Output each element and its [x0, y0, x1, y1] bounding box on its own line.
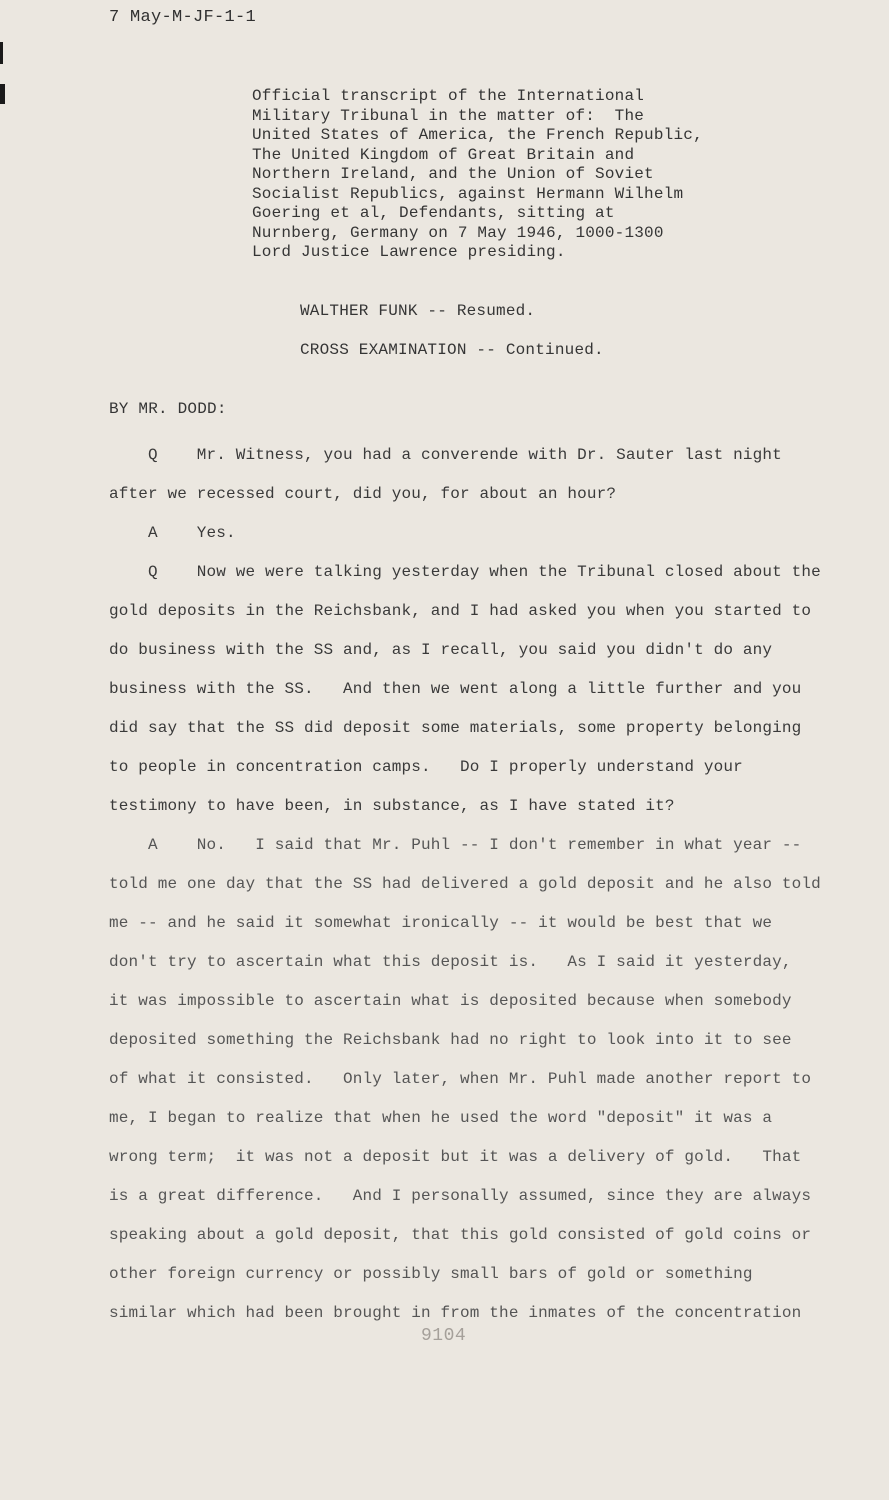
intro-line: Lord Justice Lawrence presiding. [252, 243, 566, 261]
testimony-line: did say that the SS did deposit some materials, some property belonging [109, 719, 802, 737]
testimony-line: other foreign currency or possibly small bars of gold or something [109, 1265, 753, 1283]
testimony-line: me, I began to realize that when he used the word "deposit" it was a [109, 1109, 773, 1127]
testimony-line: business with the SS. And then we went along a little further and you [109, 680, 802, 698]
testimony-line: to people in concentration camps. Do I properly understand your [109, 758, 743, 776]
page-number: 9104 [421, 1326, 467, 1346]
intro-line: United States of America, the French Republic, [252, 126, 703, 144]
testimony-line: similar which had been brought in from the inmates of the concentration [109, 1304, 802, 1322]
left-edge-mark [0, 42, 3, 64]
testimony-line: of what it consisted. Only later, when Mr. Puhl made another report to [109, 1070, 812, 1088]
intro-line: The United Kingdom of Great Britain and [252, 145, 635, 164]
examination-heading: CROSS EXAMINATION -- Continued. [300, 341, 604, 359]
testimony-line: deposited something the Reichsbank had no right to look into it to see [109, 1031, 792, 1049]
testimony-line: Q Now we were talking yesterday when the Tribunal closed about the [109, 563, 821, 581]
intro-line: Goering et al, Defendants, sitting at [252, 204, 615, 222]
witness-heading: WALTHER FUNK -- Resumed. [300, 302, 536, 320]
examiner-label: BY MR. DODD: [109, 400, 227, 418]
intro-line: Military Tribunal in the matter of: The [252, 106, 645, 125]
intro-line: Nurnberg, Germany on 7 May 1946, 1000-1300 [252, 223, 664, 242]
testimony-line: don't try to ascertain what this deposit is. As I said it yesterday, [109, 953, 792, 971]
intro-line: Socialist Republics, against Hermann Wilhelm [252, 184, 684, 203]
testimony-line: me -- and he said it somewhat ironically -- it would be best that we [109, 914, 773, 932]
transcript-intro [252, 87, 732, 263]
testimony-line: Q Mr. Witness, you had a converende with Dr. Sauter last night [109, 446, 782, 464]
testimony-line: speaking about a gold deposit, that this gold consisted of gold coins or [109, 1226, 812, 1244]
intro-line: Northern Ireland, and the Union of Soviet [252, 165, 654, 183]
testimony-line: testimony to have been, in substance, as I have stated it? [109, 797, 675, 815]
testimony-line: A Yes. [109, 524, 236, 542]
document-reference: 7 May-M-JF-1-1 [109, 8, 257, 27]
testimony-body [109, 436, 829, 1333]
testimony-line: told me one day that the SS had delivered a gold deposit and he also told [109, 875, 821, 893]
left-edge-mark [0, 84, 5, 104]
testimony-line: do business with the SS and, as I recall, you said you didn't do any [109, 641, 773, 659]
intro-line: Official transcript of the International [252, 87, 645, 105]
testimony-line: after we recessed court, did you, for about an hour? [109, 485, 617, 503]
testimony-line: it was impossible to ascertain what is deposited because when somebody [109, 992, 792, 1010]
testimony-line: wrong term; it was not a deposit but it was a delivery of gold. That [109, 1148, 802, 1166]
testimony-line: is a great difference. And I personally assumed, since they are always [109, 1187, 812, 1205]
testimony-line: A No. I said that Mr. Puhl -- I don't remember in what year -- [109, 836, 802, 854]
testimony-line: gold deposits in the Reichsbank, and I had asked you when you started to [109, 602, 812, 620]
